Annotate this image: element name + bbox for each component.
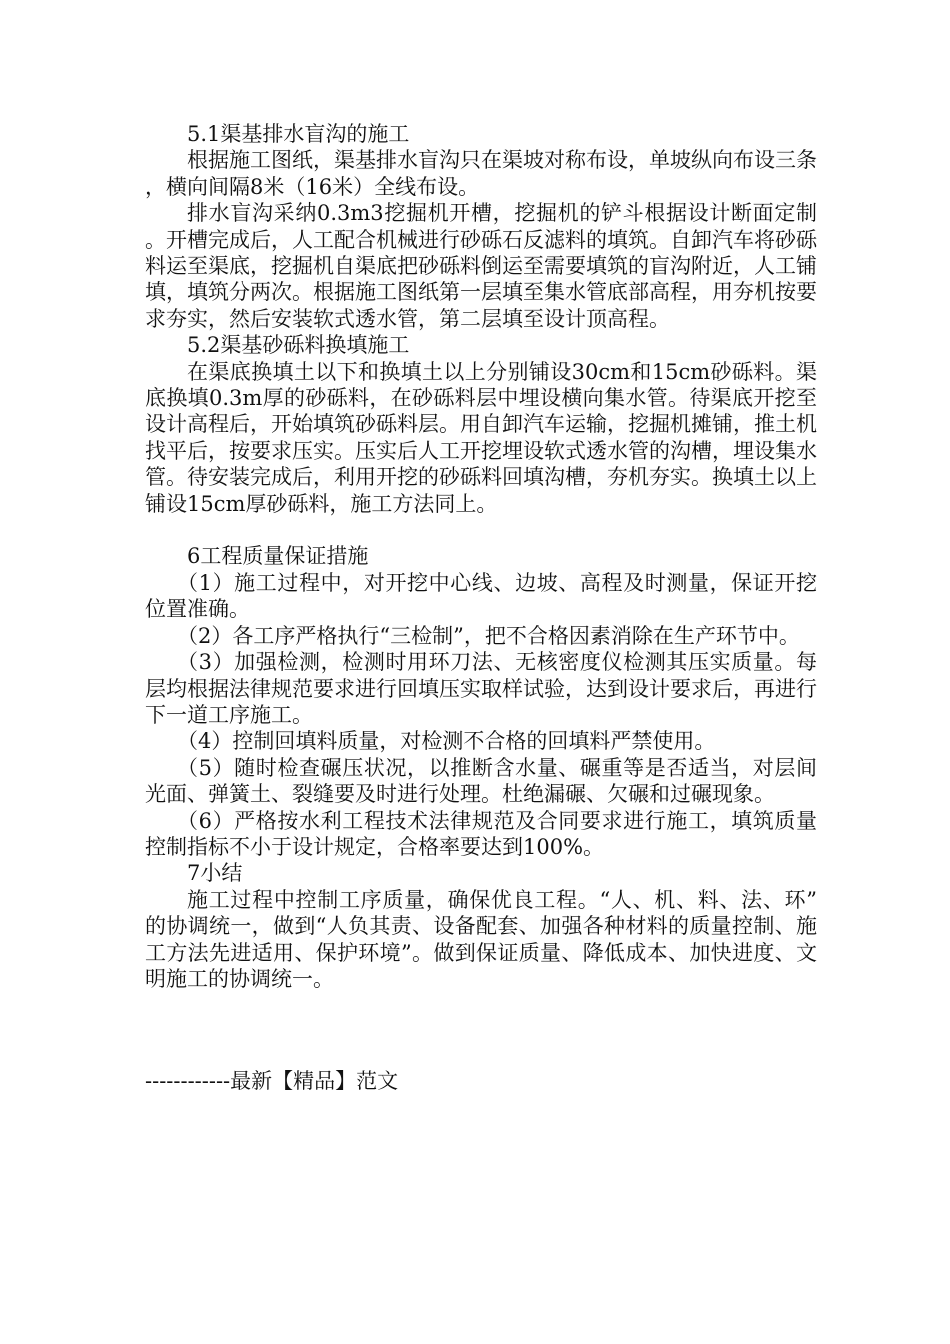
section-5-2-heading: 5.2渠基砂砾料换填施工 (187, 333, 410, 358)
section-7-paragraph-1: 施工过程中控制工序质量，确保优良工程。“人、机、料、法、环”的协调统一，做到“人负其责、设备配套、加强各种材料的质量控制、施工方法先进适用、保护环境”。做到保证质量、降低成本、加快进度、文明施工的协调统一。 (145, 887, 817, 991)
section-6-item-6: （6）严格按水利工程技术法律规范及合同要求进行施工，填筑质量控制指标不小于设计规定，合格率要达到100%。 (145, 808, 817, 859)
section-5-1-heading: 5.1渠基排水盲沟的施工 (187, 122, 410, 146)
section-5-1-paragraph-2: 排水盲沟采纳0.3m3挖掘机开槽，挖掘机的铲斗根据设计断面定制。开槽完成后，人工配合机械进行砂砾石反滤料的填筑。自卸汽车将砂砾料运至渠底，挖掘机自渠底把砂砾料倒运至需要填筑的盲沟附近，人工铺填，填筑分两次。根据施工图纸第一层填至集水管底部高程，用夯机按要求夯实，然后安装软式透水管，第二层填至设计顶高程。 (145, 201, 817, 331)
section-5-2-paragraph-1: 在渠底换填土以下和换填土以上分别铺设30cm和15cm砂砾料。渠底换填0.3m厚的砂砾料，在砂砾料层中埋设横向集水管。待渠底开挖至设计高程后，开始填筑砂砾料层。用自卸汽车运输，挖掘机摊铺，推土机找平后，按要求压实。压实后人工开挖埋设软式透水管的沟槽，埋设集水管。待安装完成后，利用开挖的砂砾料回填沟槽，夯机夯实。换填土以上铺设15cm厚砂砾料，施工方法同上。 (145, 359, 817, 516)
document-body (145, 121, 817, 992)
section-6-item-4: （4）控制回填料质量，对检测不合格的回填料严禁使用。 (177, 729, 716, 754)
section-6-item-2: （2）各工序严格执行“三检制”，把不合格因素消除在生产环节中。 (177, 623, 800, 648)
paragraph-gap (145, 517, 817, 543)
section-6-item-5: （5）随时检查碾压状况，以推断含水量、碾重等是否适当，对层间光面、弹簧土、裂缝要及时进行处理。杜绝漏碾、欠碾和过碾现象。 (145, 755, 817, 807)
section-6-heading: 6工程质量保证措施 (187, 544, 369, 569)
footer-text: ------------最新【精品】范文 (145, 1069, 399, 1093)
section-5-1-paragraph-1: 根据施工图纸，渠基排水盲沟只在渠坡对称布设，单坡纵向布设三条，横向间隔8米（16米）全线布设。 (145, 148, 817, 199)
section-6-item-1: （1）施工过程中，对开挖中心线、边坡、高程及时测量，保证开挖位置准确。 (145, 570, 817, 622)
section-6-item-3: （3）加强检测，检测时用环刀法、无核密度仪检测其压实质量。每层均根据法律规范要求进行回填压实取样试验，达到设计要求后，再进行下一道工序施工。 (145, 650, 817, 727)
section-7-heading: 7小结 (187, 861, 243, 886)
